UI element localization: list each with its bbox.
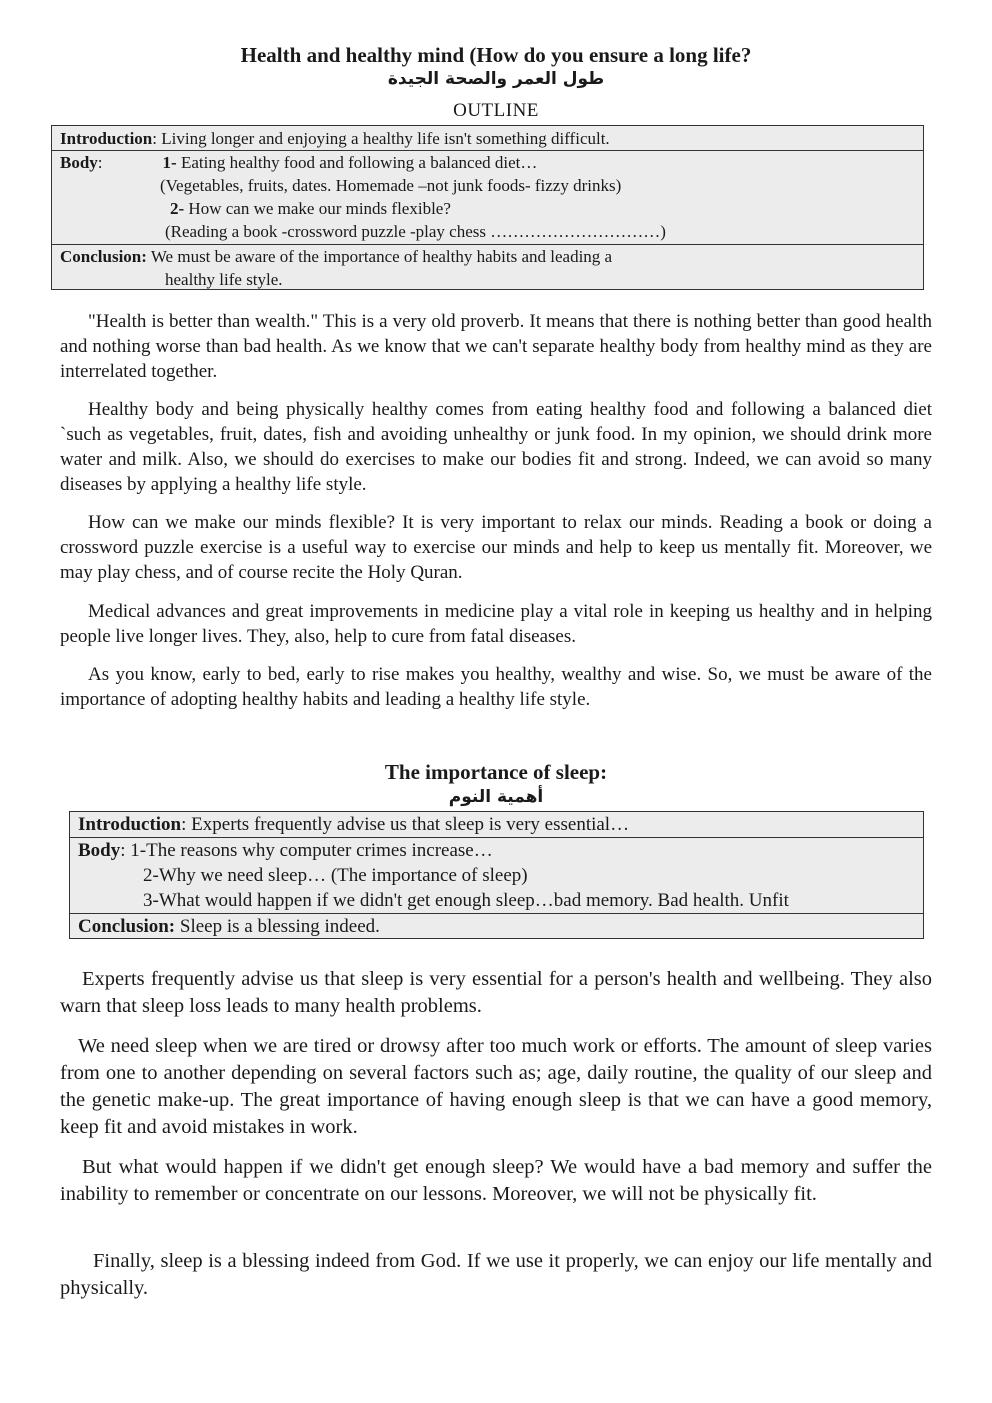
intro-text: : Living longer and enjoying a healthy life isn't something difficult. <box>152 129 610 148</box>
essay1-title: Health and healthy mind (How do you ensure a long life? <box>240 43 752 67</box>
essay2-title: The importance of sleep: <box>384 760 608 784</box>
conclusion-text-line2: healthy life style. <box>165 270 283 289</box>
essay1-paragraph-2: Healthy body and being physically healthy comes from eating healthy food and following a balanced diet `such as vegetables, fruit, dates, fish and avoiding unhealthy or junk food. In my opinion, we should drink more water and milk. Also, we should do exercises to make our bodies fit and strong. Indeed, we can avoid so many diseases by applying a healthy life style. <box>60 399 932 495</box>
body2-label: Body <box>78 840 121 861</box>
outline-intro-row <box>52 126 923 151</box>
essay1-paragraph-4: Medical advances and great improvements in medicine play a vital role in keeping us healthy and in helping people live longer lives. They, also, help to cure from fatal diseases. <box>60 601 932 647</box>
conclusion2-text: Sleep is a blessing indeed. <box>175 916 380 937</box>
outline2-intro-row <box>70 812 923 838</box>
conclusion-text-line1: We must be aware of the importance of healthy habits and leading a <box>146 247 613 266</box>
intro2-label: Introduction <box>78 814 182 835</box>
body-point2-num: 2- <box>170 199 185 218</box>
body-point1-detail: (Vegetables, fruits, dates. Homemade –not junk foods- fizzy drinks) <box>160 176 622 195</box>
conclusion2-label: Conclusion: <box>78 916 176 937</box>
body-point1-text: Eating healthy food and following a balanced diet… <box>176 153 538 172</box>
conclusion-label: Conclusion: <box>60 247 147 266</box>
outline2-body-row <box>70 838 923 914</box>
essay1-paragraph-1: "Health is better than wealth." This is a very old proverb. It means that there is nothing better than good health and nothing worse than bad health. As we know that we can't separate healthy body from healthy mind as they are interrelated together. <box>60 311 932 382</box>
outline-body-row <box>52 151 923 245</box>
outline-label: OUTLINE <box>453 100 539 121</box>
outline-conclusion-row <box>52 245 923 289</box>
body2-point3: 3-What would happen if we didn't get enough sleep…bad memory. Bad health. Unfit <box>143 890 789 911</box>
essay2-arabic-title: أهمية النوم <box>448 787 544 807</box>
body-point2-text: How can we make our minds flexible? <box>184 199 451 218</box>
essay2-paragraph-2: We need sleep when we are tired or drowsy after too much work or efforts. The amount of sleep varies from one to another depending on several factors such as; age, daily routine, the quality of our sleep and the genetic make-up. The great importance of having enough sleep is that we can have a good memory, keep fit and avoid mistakes in work. <box>60 1035 932 1138</box>
outline2-conclusion-row <box>70 914 923 938</box>
body-label: Body <box>60 153 98 172</box>
essay1-outline-table <box>51 125 924 290</box>
essay2-paragraph-4: Finally, sleep is a blessing indeed from God. If we use it properly, we can enjoy our life mentally and physically. <box>60 1250 932 1299</box>
essay2-paragraph-1: Experts frequently advise us that sleep is very essential for a person's health and wellbeing. They also warn that sleep loss leads to many health problems. <box>60 968 932 1017</box>
body-point1-num: 1- <box>162 153 177 172</box>
intro-label: Introduction <box>60 129 153 148</box>
body2-point2: 2-Why we need sleep… (The importance of sleep) <box>143 865 528 886</box>
essay2-outline-table <box>69 811 924 939</box>
essay1-paragraph-5: As you know, early to bed, early to rise makes you healthy, wealthy and wise. So, we must be aware of the importance of adopting healthy habits and leading a healthy life style. <box>60 664 932 710</box>
essay1-paragraph-3: How can we make our minds flexible? It is very important to relax our minds. Reading a book or doing a crossword puzzle exercise is a useful way to exercise our minds and help to keep us mentally fit. Moreover, we may play chess, and of course recite the Holy Quran. <box>60 512 932 583</box>
body2-point1: : 1-The reasons why computer crimes increase… <box>120 840 493 861</box>
intro2-text: : Experts frequently advise us that sleep is very essential… <box>181 814 630 835</box>
essay2-paragraph-3: But what would happen if we didn't get enough sleep? We would have a bad memory and suffer the inability to remember or concentrate on our lessons. Moreover, we will not be physically fit. <box>60 1156 932 1205</box>
essay1-arabic-title: طول العمر والصحة الجيدة <box>387 69 605 89</box>
body-point2-detail: (Reading a book -crossword puzzle -play chess …………………………) <box>165 222 666 241</box>
body-colon: : <box>97 153 103 172</box>
